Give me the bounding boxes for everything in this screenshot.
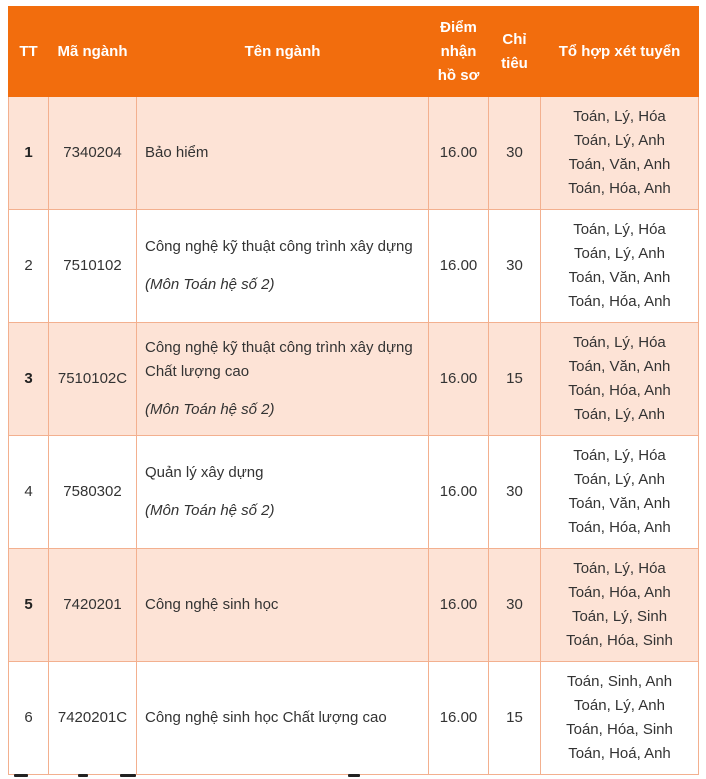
- combo-item: Toán, Hóa, Anh: [568, 584, 671, 601]
- row-score: 16.00: [429, 662, 489, 775]
- combo-item: Toán, Lý, Hóa: [573, 334, 666, 351]
- combo-item: Toán, Văn, Anh: [568, 156, 671, 173]
- row-combos: [541, 323, 699, 436]
- row-combos: [541, 549, 699, 662]
- row-combos: [541, 97, 699, 210]
- row-name-cell: [137, 210, 429, 323]
- combo-item: Toán, Lý, Hóa: [573, 221, 666, 238]
- row-name: Công nghệ sinh học Chất lượng cao: [145, 709, 387, 726]
- table-header-row: [9, 7, 699, 97]
- combo-item: Toán, Hóa, Anh: [568, 180, 671, 197]
- row-code: 7420201C: [49, 662, 137, 775]
- row-tt: 5: [9, 549, 49, 662]
- admission-table: [8, 6, 699, 775]
- row-combos: [541, 436, 699, 549]
- combo-item: Toán, Hóa, Anh: [568, 293, 671, 310]
- row-quota: 30: [489, 436, 541, 549]
- table-row: [9, 323, 699, 436]
- table-row: [9, 97, 699, 210]
- row-code: 7510102C: [49, 323, 137, 436]
- header-score: Điểm nhận hồ sơ: [429, 7, 489, 97]
- combo-item: Toán, Lý, Hóa: [573, 108, 666, 125]
- combo-item: Toán, Lý, Sinh: [571, 608, 668, 625]
- row-score: 16.00: [429, 549, 489, 662]
- combo-item: Toán, Sinh, Anh: [566, 673, 673, 690]
- row-combos: [541, 662, 699, 775]
- row-name: Công nghệ kỹ thuật công trình xây dựng Chất lượng cao: [145, 339, 413, 380]
- row-quota: 15: [489, 662, 541, 775]
- combo-item: Toán, Lý, Anh: [574, 245, 665, 262]
- row-score: 16.00: [429, 436, 489, 549]
- row-code: 7340204: [49, 97, 137, 210]
- combo-item: Toán, Lý, Anh: [574, 697, 665, 714]
- combo-item: Toán, Hóa, Anh: [568, 382, 671, 399]
- row-score: 16.00: [429, 210, 489, 323]
- row-name: Công nghệ sinh học: [145, 596, 279, 613]
- header-code: Mã ngành: [49, 7, 137, 97]
- row-quota: 30: [489, 97, 541, 210]
- table-row: [9, 662, 699, 775]
- row-note: (Môn Toán hệ số 2): [145, 502, 275, 519]
- row-name-cell: [137, 549, 429, 662]
- header-name: Tên ngành: [137, 7, 429, 97]
- row-name: Công nghệ kỹ thuật công trình xây dựng: [145, 238, 413, 255]
- row-name: Bảo hiểm: [145, 144, 209, 161]
- row-name-cell: [137, 662, 429, 775]
- row-quota: 30: [489, 210, 541, 323]
- row-tt: 6: [9, 662, 49, 775]
- combo-item: Toán, Văn, Anh: [568, 495, 671, 512]
- row-quota: 15: [489, 323, 541, 436]
- row-tt: 2: [9, 210, 49, 323]
- combo-item: Toán, Hóa, Sinh: [566, 721, 673, 738]
- row-code: 7580302: [49, 436, 137, 549]
- combo-item: Toán, Lý, Hóa: [573, 447, 666, 464]
- combo-item: Toán, Văn, Anh: [568, 358, 671, 375]
- row-score: 16.00: [429, 97, 489, 210]
- row-tt: 1: [9, 97, 49, 210]
- row-code: 7420201: [49, 549, 137, 662]
- row-tt: 4: [9, 436, 49, 549]
- row-score: 16.00: [429, 323, 489, 436]
- combo-item: Toán, Văn, Anh: [568, 269, 671, 286]
- table-row: [9, 210, 699, 323]
- row-name: Quản lý xây dựng: [145, 464, 264, 481]
- row-name-cell: [137, 97, 429, 210]
- table-row: [9, 549, 699, 662]
- row-note: (Môn Toán hệ số 2): [145, 401, 275, 418]
- combo-item: Toán, Lý, Anh: [574, 132, 665, 149]
- combo-item: Toán, Lý, Anh: [574, 406, 665, 423]
- header-combos: Tổ hợp xét tuyển: [541, 7, 699, 97]
- combo-item: Toán, Hóa, Anh: [568, 519, 671, 536]
- combo-item: Toán, Hóa, Sinh: [566, 632, 673, 649]
- row-name-cell: [137, 323, 429, 436]
- row-name-cell: [137, 436, 429, 549]
- header-tt: TT: [9, 7, 49, 97]
- combo-item: Toán, Hoá, Anh: [568, 745, 671, 762]
- combo-item: Toán, Lý, Hóa: [573, 560, 666, 577]
- row-tt: 3: [9, 323, 49, 436]
- cut-off-text-strip: [8, 774, 698, 779]
- header-quota: Chỉ tiêu: [489, 7, 541, 97]
- table-row: [9, 436, 699, 549]
- row-code: 7510102: [49, 210, 137, 323]
- row-quota: 30: [489, 549, 541, 662]
- row-combos: [541, 210, 699, 323]
- combo-item: Toán, Lý, Anh: [574, 471, 665, 488]
- row-note: (Môn Toán hệ số 2): [145, 276, 275, 293]
